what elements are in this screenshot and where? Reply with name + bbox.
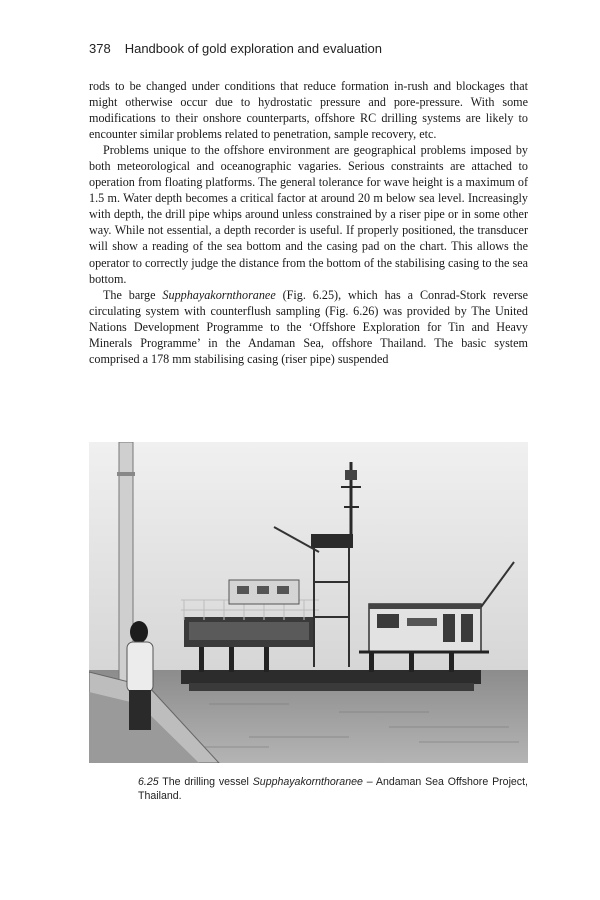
drilling-vessel-photo	[89, 442, 528, 763]
paragraph-3-lead: The barge	[103, 287, 163, 302]
vessel-name: Supphayakornthoranee	[162, 287, 276, 302]
paragraph-3-rest: (Fig. 6.25), which has a Conrad-Stork reverse circulating system with counterflush sampling (Fig. 6.26) was provided by The United Nations Development Programme to the ‘Offshore Exploration for Tin and Heavy Minerals Programme’ in the Andaman Sea, offshore Thailand. The basic system comprised a 178 mm stabilising casing (riser pipe) suspended	[89, 287, 528, 366]
caption-rest: – Andaman Sea Offshore Project, Thailand.	[138, 776, 528, 802]
paragraph-3	[89, 287, 528, 367]
running-title: Handbook of gold exploration and evaluation	[124, 41, 383, 56]
caption-vessel-name: Supphayakornthoranee	[252, 776, 363, 788]
figure-photo-drilling-vessel	[89, 442, 528, 763]
body-text	[89, 78, 528, 367]
caption-lead: The drilling vessel	[158, 776, 253, 788]
figure-number: 6.25	[138, 776, 159, 788]
page-number: 378	[89, 41, 111, 56]
paragraph-2: Problems unique to the offshore environment are geographical problems imposed by both meteorological and oceanographic vagaries. Serious constraints are attached to operation from floating platforms. The general tolerance for wave height is a maximum of 1.5 m. Water depth becomes a critical factor at around 20 m below sea level. Increasingly with depth, the drill pipe whips around unless constrained by a riser pipe or in some other way. While not essential, a depth recorder is useful. If properly positioned, the transducer will show a reading of the sea bottom and the casing pad on the chart. This allows the operator to correctly judge the distance from the bottom of the stabilising casing to the sea bottom.	[89, 143, 528, 286]
figure-caption	[138, 775, 528, 803]
paragraph-1: rods to be changed under conditions that reduce formation in-rush and blockages that might otherwise occur due to hydrostatic pressure and pore-pressure. With some modifications to their onshore counterparts, offshore RC drilling systems are likely to encounter similar problems related to penetration, sample recovery, etc.	[89, 79, 528, 142]
running-header	[89, 41, 529, 61]
